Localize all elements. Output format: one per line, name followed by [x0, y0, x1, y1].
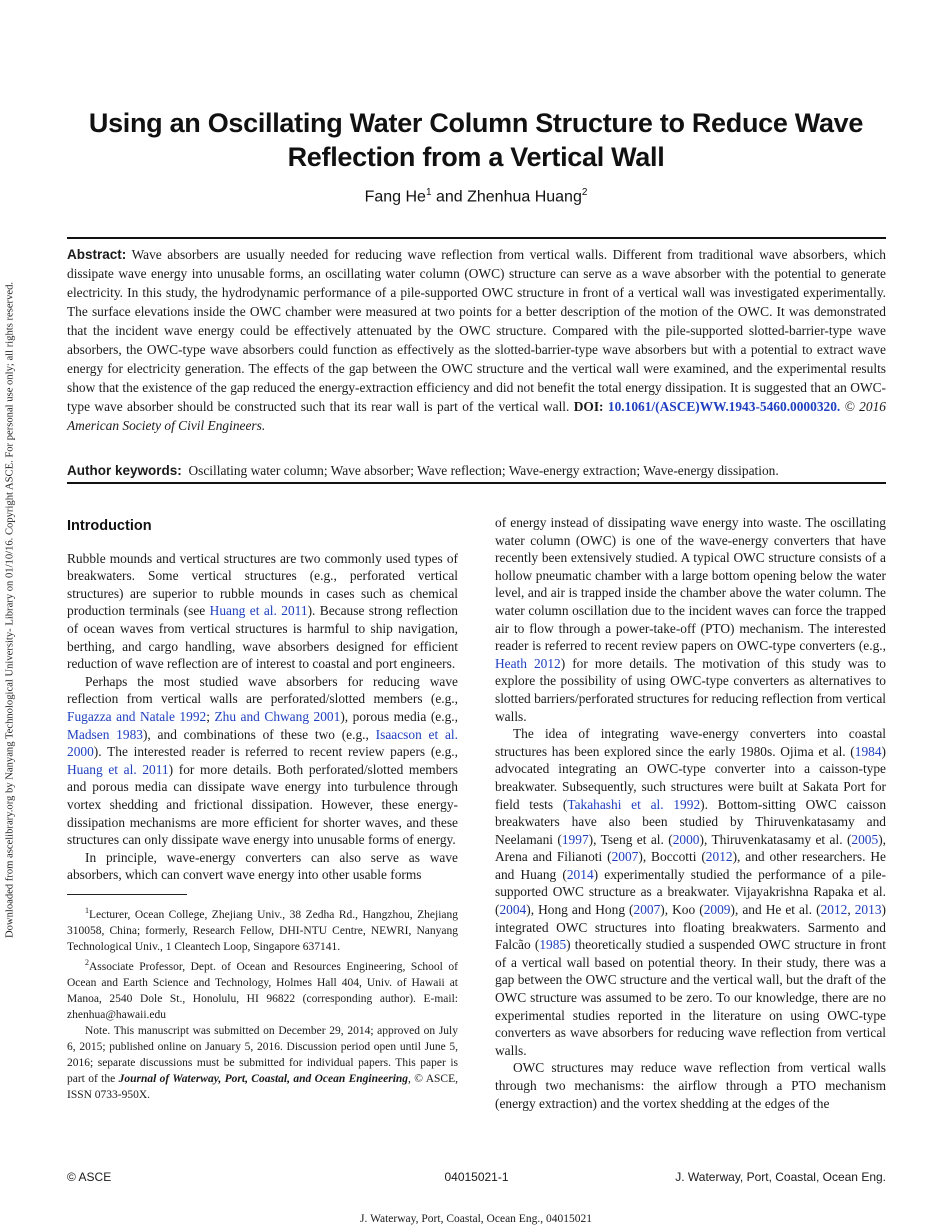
citation-link[interactable]: Isaacson et al. 2000: [67, 726, 459, 760]
citation-link[interactable]: Huang et al. 2011: [209, 603, 308, 619]
author-line: [60, 187, 892, 206]
keywords-text: Oscillating water column; Wave absorber; Wave reflection; Wave-energy extraction; Wave-energy dissipation.: [188, 463, 779, 478]
article-title: Using an Oscillating Water Column Structure to Reduce Wave Reflection from a Vertical Wall: [88, 108, 864, 172]
abstract-block: [67, 245, 886, 435]
citation-link[interactable]: 1997: [561, 831, 589, 847]
citation-link[interactable]: Madsen 1983: [67, 726, 143, 742]
citation-link[interactable]: 2007: [611, 849, 639, 865]
citation-link[interactable]: 2004: [499, 902, 527, 918]
page-footer: [67, 1170, 886, 1188]
download-side-note: [2, 0, 18, 1232]
citation-link[interactable]: Takahashi et al. 1992: [567, 796, 701, 812]
author-conjunction: and: [431, 188, 468, 206]
author-2-affil-mark: 2: [581, 187, 588, 198]
source-citation: J. Waterway, Port, Coastal, Ocean Eng., 04015021: [360, 1213, 592, 1225]
keywords-label: Author keywords:: [67, 463, 182, 478]
body-paragraph-1: of energy instead of dissipating wave energy into waste. The oscillating water column (OWC) is one of the wave-energy converters that have recently been extensively studied. A typical OWC structure consists of a hollow pneumatic chamber with a large bottom opening below the water level, and air is trapped inside the chamber above the water column. The water column oscillation due to the incident waves can force the trapped air to flow through a power-take-off (PTO) mechanism. The interested reader is referred to recent review papers on OWC-type converters (e.g., Heath 2012) for more details. The motivation of this study was to explore the possibility of using OWC-type converters as alternatives to slotted barriers/perforated structures for reducing reflection from vertical walls.: [495, 515, 886, 724]
author-2[interactable]: Zhenhua Huang: [467, 188, 582, 206]
citation-link[interactable]: Huang et al. 2011: [67, 761, 169, 777]
citation-link[interactable]: 2012: [820, 902, 848, 918]
footer-copyright: © ASCE: [67, 1170, 112, 1184]
download-notice-text: Downloaded from ascelibrary.org by Nanyang Technological University- Library on 01/10/16. Copyright ASCE. For personal use only; all rights reserved.: [4, 281, 16, 939]
right-column: [495, 514, 886, 1112]
intro-paragraph-3: In principle, wave-energy converters can also serve as wave absorbers, which can convert wave energy into other usable forms: [67, 849, 458, 883]
doi-label: DOI:: [573, 399, 604, 414]
citation-link[interactable]: 2013: [854, 902, 882, 918]
section-heading-introduction: Introduction: [67, 518, 152, 534]
footer-journal: J. Waterway, Port, Coastal, Ocean Eng.: [675, 1170, 886, 1184]
citation-link[interactable]: 2012: [705, 849, 733, 865]
keywords-block: [67, 461, 886, 480]
intro-paragraph-2: Perhaps the most studied wave absorbers for reducing wave reflection from vertical walls are perforated/slotted members (e.g., Fugazza and Natale 1992; Zhu and Chwang 2001), porous media (e.g., Madsen 1983), and combinations of these two (e.g., Isaacson et al. 2000). The interested reader is referred to recent review papers (e.g., Huang et al. 2011) for more details. Both perforated/slotted members and porous media can dissipate wave energy into turbulence through vortex shedding and frictional dissipation. However, these energy-dissipation mechanisms are more efficient for shorter waves, and these structures can only dissipate wave energy into unusable forms of energy.: [67, 673, 459, 848]
submission-note: Note. This manuscript was submitted on December 29, 2014; approved on July 6, 2015; published online on January 5, 2016. Discussion period open until June 5, 2016; separate discussions must be submitted for individual papers. This paper is part of the Journal of Waterway, Port, Coastal, and Ocean Engineering, © ASCE, ISSN 0733-950X.: [67, 1024, 458, 1101]
journal-name: Journal of Waterway, Port, Coastal, and Ocean Engineering: [118, 1072, 409, 1085]
body-paragraph-3: OWC structures may reduce wave reflection from vertical walls through two mechanisms: the airflow through a PTO mechanism (energy extraction) and the vortex shedding at the edges of the: [495, 1060, 886, 1111]
citation-link[interactable]: 2009: [703, 902, 731, 918]
citation-link[interactable]: 2007: [633, 902, 661, 918]
copyright-notice: © 2016 American Society of Civil Engineers.: [67, 399, 886, 433]
citation-link[interactable]: Fugazza and Natale 1992: [67, 708, 207, 724]
doi-link[interactable]: 10.1061/(ASCE)WW.1943-5460.0000320.: [607, 399, 841, 414]
author-1-affil-mark: 1: [425, 187, 432, 198]
citation-link[interactable]: 1985: [539, 937, 567, 953]
left-column: [67, 514, 458, 1103]
abstract-top-rule: [67, 237, 886, 239]
body-paragraph-2: The idea of integrating wave-energy converters into coastal structures has been explored since the early 1980s. Ojima et al. (1984) advocated integrating an OWC-type converter into a caisson-type breakwater. Subsequently, such structures were built at Sakata Port for field tests (Takahashi et al. 1992). Bottom-sitting OWC caisson breakwaters have also been studied by Thiruvenkatasamy and Neelamani (1997), Tseng et al. (2000), Thiruvenkatasamy et al. (2005), Arena and Filianoti (2007), Boccotti (2012), and other researchers. He and Huang (2014) experimentally studied the performance of a pile-supported OWC structure as a breakwater. Vijayakrishna Rapaka et al. (2004), Hong and Hong (2007), Koo (2009), and He et al. (2012, 2013) integrated OWC structures into floating breakwaters. Sarmento and Falcão (1985) theoretically studied a suspended OWC structure in front of a vertical wall based on potential theory. In their study, there was a gap between the OWC structure and the vertical wall, but the draft of the OWC structure was assumed to be zero. To our knowledge, there are no experimental studies reported in the literature on using OWC-type converters as wave absorbers for reducing wave reflection from vertical walls.: [495, 726, 887, 1058]
citation-link[interactable]: 1984: [854, 743, 882, 759]
keywords-bottom-rule: [67, 482, 886, 484]
citation-link[interactable]: 2000: [672, 831, 700, 847]
citation-link[interactable]: 2005: [851, 831, 879, 847]
footnote-rule: [67, 894, 187, 895]
citation-link[interactable]: Heath 2012: [495, 655, 561, 671]
footer-page-id: 04015021-1: [444, 1170, 509, 1184]
author-1[interactable]: Fang He: [364, 188, 426, 206]
citation-link[interactable]: Zhu and Chwang 2001: [214, 708, 341, 724]
citation-link[interactable]: 2014: [566, 866, 594, 882]
intro-paragraph-1: Rubble mounds and vertical structures are two commonly used types of breakwaters. Some vertical structures (e.g., perforated vertical structures) are superior to rubble mounds in cases such as chemical production terminals (see Huang et al. 2011). Because strong reflection of ocean waves from vertical structures is harmful to ship navigation, berthing, and cargo handling, wave absorbers designed for efficient reduction of wave reflection are of interest to coastal and port engineers.: [67, 550, 458, 672]
footnote-1: $^1$Lecturer, Ocean College, Zhejiang Univ., 38 Zedha Rd., Hangzhou, Zhejiang 310058, China; formerly, Research Fellow, DHI-NTU Centre, NEWRI, Nanyang Technological Univ., 1 Cleantech Loop, Singapore 637141.: [67, 905, 458, 953]
abstract-label: Abstract:: [67, 247, 127, 262]
footnote-2: $^2$Associate Professor, Dept. of Ocean and Resources Engineering, School of Ocean and Earth Science and Technology, Holmes Hall 404, Univ. of Hawaii at Manoa, 2540 Dole St., Honolulu, HI 96822 (corresponding author). E-mail: zhenhua@hawaii.edu: [67, 957, 458, 1021]
abstract-text: Wave absorbers are usually needed for reducing wave reflection from vertical walls. Different from traditional wave absorbers, which dissipate wave energy into unusable forms, an oscillating water column (OWC) structure can serve as a wave absorber with the potential to generate electricity. In this study, the hydrodynamic performance of a pile-supported OWC structure in front of a vertical wall was investigated experimentally. The surface elevations inside the OWC chamber were measured at two points for a better description of the motion of the OWC. It was demonstrated that the incident wave energy could be effectively attenuated by the OWC structure. Compared with the pile-supported slotted-barrier-type wave absorbers, the OWC-type wave absorbers could function as effectively as the slotted-barrier-type wave absorbers but with a potential to extract wave energy for electricity generation. The effects of the gap between the OWC structure and the vertical wall were examined, and the experimental results show that the existence of the gap reduced the energy-extraction efficiency and did not benefit the total energy dissipation. It is suggested that an OWC-type wave absorber should be constructed such that its rear wall is part of the vertical wall.: [67, 247, 886, 414]
